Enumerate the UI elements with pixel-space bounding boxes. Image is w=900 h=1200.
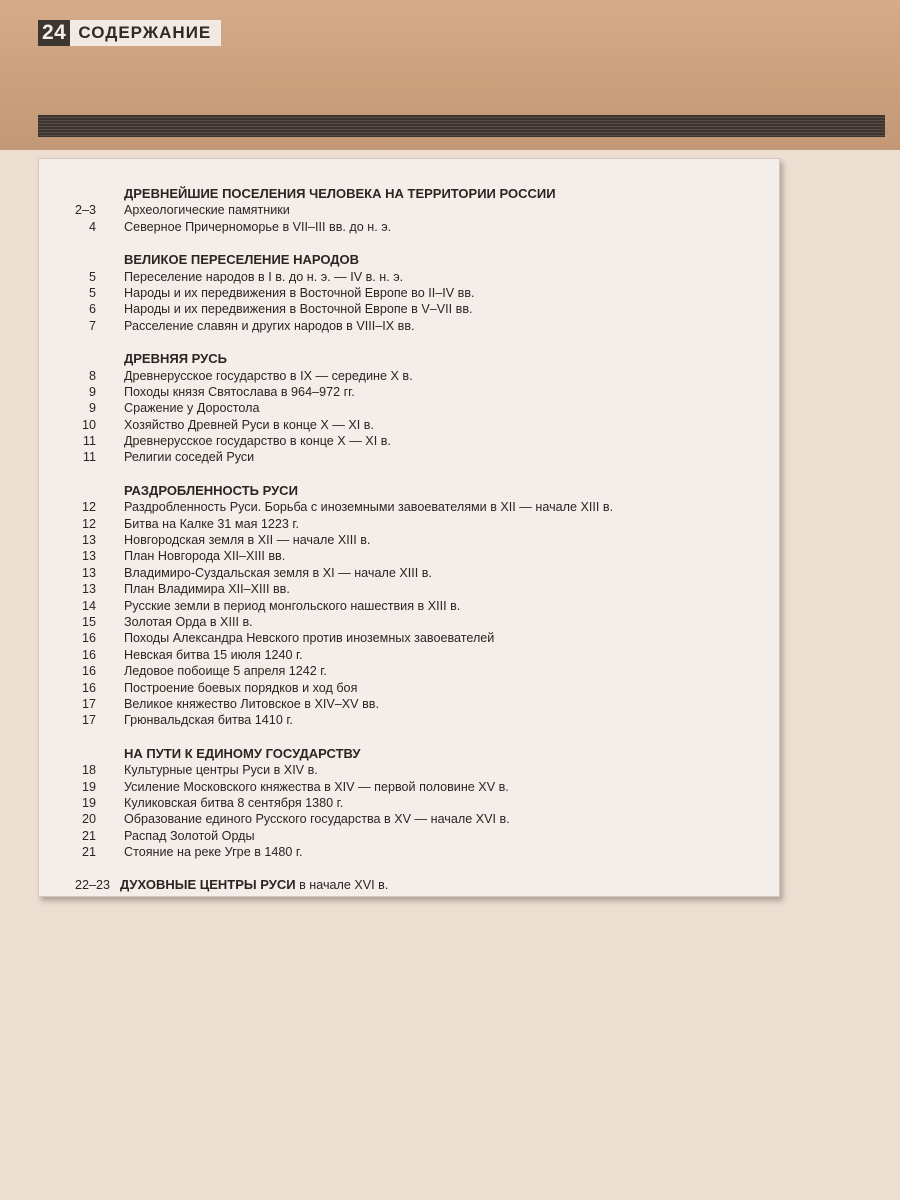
group-title: РАЗДРОБЛЕННОСТЬ РУСИ [124,482,298,498]
entry-page: 9 [88,401,96,416]
entry-title: Образование единого Русского государства в XV — начале XVI в. [124,812,510,827]
entry-title [120,877,388,893]
entry-page: 8 [88,368,96,383]
toc-list [39,186,779,894]
entry-title: Ледовое побоище 5 апреля 1242 г. [124,664,327,679]
toc-entry [39,844,779,860]
entry-page: 13 [81,549,96,564]
entry-page: 14 [81,598,96,613]
entry-title: Походы Александра Невского против иноземных завоевателей [124,631,495,646]
entry-page: 20 [81,812,96,827]
entry-page: 11 [82,450,96,465]
toc-entry [39,647,779,663]
entry-title: Раздробленность Руси. Борьба с иноземными завоевателями в XII — начале XIII в. [124,500,614,515]
entry-title: Северное Причерноморье в VII–III вв. до н. э. [124,219,392,234]
entry-page: 19 [81,779,96,794]
toc-entry [39,548,779,564]
entry-title: Хозяйство Древней Руси в конце X — XI в. [124,417,374,432]
entry-page: 17 [81,713,96,728]
entry-title: План Новгорода XII–XIII вв. [124,549,286,564]
entry-page: 19 [81,795,96,810]
group-title: ДРЕВНЕЙШИЕ ПОСЕЛЕНИЯ ЧЕЛОВЕКА НА ТЕРРИТОРИИ РОССИИ [124,186,556,201]
entry-title: Усиление Московского княжества в XIV — первой половине XV в. [124,779,509,794]
entry-title: Народы и их передвижения в Восточной Европе в V–VII вв. [124,302,473,317]
entry-title: Грюнвальдская битва 1410 г. [124,713,293,728]
entry-page: 5 [88,269,96,284]
entry-page: 18 [81,763,96,778]
toc-entry [39,680,779,696]
entry-title: Походы князя Святослава в 964–972 гг. [124,384,355,399]
entry-page: 13 [81,533,96,548]
toc-entry [39,762,779,778]
toc-entry [39,269,779,285]
entry-page: 16 [81,680,96,695]
entry-title: Золотая Орда в XIII в. [124,614,253,629]
toc-entry [39,565,779,581]
toc-entry [39,598,779,614]
entry-page: 22–23 [74,878,110,893]
entry-page: 15 [81,614,96,629]
entry-page: 17 [81,696,96,711]
entry-title: Новгородская земля в XII — начале XIII в. [124,533,371,548]
toc-entry [39,433,779,449]
toc-group-migration [39,252,779,334]
entry-title: Переселение народов в I в. до н. э. — IV в. н. э. [124,269,404,284]
entry-page: 2–3 [74,203,96,218]
toc-group-unification [39,746,779,861]
entry-title: Владимиро-Суздальская земля в XI — начале XIII в. [124,565,432,580]
entry-title-tail: в начале XVI в. [295,878,389,893]
entry-page: 13 [81,565,96,580]
toc-entry [39,417,779,433]
decorative-bar [38,115,885,137]
group-title: ДРЕВНЯЯ РУСЬ [124,351,227,367]
group-title: НА ПУТИ К ЕДИНОМУ ГОСУДАРСТВУ [124,745,361,761]
entry-title: Построение боевых порядков и ход боя [124,680,358,695]
toc-entry [39,663,779,679]
entry-title: Народы и их передвижения в Восточной Европе во II–IV вв. [124,285,475,300]
toc-entry [39,532,779,548]
toc-entry [39,202,779,218]
toc-entry [39,219,779,235]
toc-entry-spiritual-centers [39,877,779,893]
toc-group-ancient-settlements [39,186,779,235]
entry-title: Религии соседей Руси [124,450,255,465]
entry-page: 11 [82,434,96,449]
toc-entry [39,516,779,532]
entry-page: 21 [81,845,96,860]
entry-title: Древнерусское государство в конце X — XI в. [124,434,391,449]
page-number: 24 [38,20,70,46]
toc-entry [39,581,779,597]
entry-page: 16 [81,647,96,662]
toc-entry [39,318,779,334]
entry-title: Великое княжество Литовское в XIV–XV вв. [124,696,379,711]
entry-page: 16 [81,664,96,679]
entry-page: 7 [88,318,96,333]
entry-page: 13 [81,582,96,597]
toc-entry [39,630,779,646]
entry-page: 5 [88,285,96,300]
entry-page: 4 [88,219,96,234]
entry-title: Распад Золотой Орды [124,828,255,843]
entry-page: 21 [81,828,96,843]
entry-title: Невская битва 15 июля 1240 г. [124,647,303,662]
toc-entry [39,384,779,400]
entry-page: 16 [81,631,96,646]
entry-title: Сражение у Доростола [124,401,260,416]
toc-group-ancient-rus [39,351,779,466]
entry-title: Русские земли в период монгольского нашествия в XIII в. [124,598,461,613]
toc-entry [39,712,779,728]
entry-title: Культурные центры Руси в XIV в. [124,763,318,778]
toc-entry [39,696,779,712]
toc-entry [39,828,779,844]
entry-page: 12 [81,500,96,515]
entry-title: Археологические памятники [124,203,290,218]
entry-title: Битва на Калке 31 мая 1223 г. [124,516,299,531]
page-header [38,20,221,46]
toc-entry [39,499,779,515]
toc-entry [39,795,779,811]
toc-entry [39,614,779,630]
toc-entry [39,301,779,317]
entry-page: 6 [88,302,96,317]
entry-page: 9 [88,384,96,399]
entry-title: Стояние на реке Угре в 1480 г. [124,845,303,860]
toc-panel [38,158,780,897]
toc-entry [39,811,779,827]
toc-entry [39,449,779,465]
toc-entry [39,285,779,301]
entry-title: План Владимира XII–XIII вв. [124,582,290,597]
entry-page: 12 [81,516,96,531]
entry-title-caps: ДУХОВНЫЕ ЦЕНТРЫ РУСИ [120,877,296,893]
entry-title: Куликовская битва 8 сентября 1380 г. [124,795,344,810]
entry-title: Древнерусское государство в IX — середине X в. [124,368,413,383]
toc-group-fragmentation [39,483,779,729]
toc-entry [39,779,779,795]
entry-title: Расселение славян и других народов в VIII–IX вв. [124,318,415,333]
section-title: СОДЕРЖАНИЕ [70,20,221,46]
entry-page: 10 [81,417,96,432]
group-title: ВЕЛИКОЕ ПЕРЕСЕЛЕНИЕ НАРОДОВ [124,252,360,268]
toc-entry [39,368,779,384]
toc-entry [39,400,779,416]
